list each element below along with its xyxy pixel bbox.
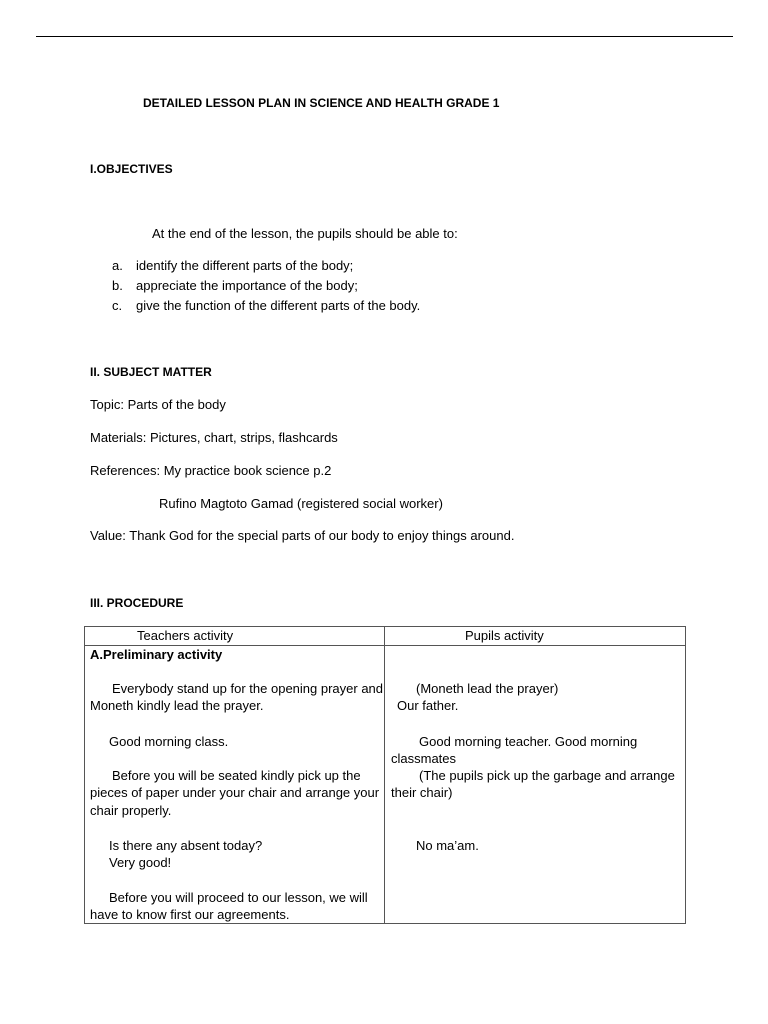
pupil-line: classmates	[391, 751, 457, 766]
teacher-line: Is there any absent today?	[109, 838, 263, 853]
document-title: DETAILED LESSON PLAN IN SCIENCE AND HEALTH GRADE 1	[143, 96, 500, 110]
top-rule	[36, 36, 733, 37]
table-row	[85, 646, 686, 924]
pupil-line: No ma’am.	[416, 838, 479, 853]
procedure-table	[84, 626, 686, 924]
pupils-column-header: Pupils activity	[385, 627, 686, 646]
teacher-line: Everybody stand up for the opening prayer and	[112, 681, 384, 696]
teacher-line: chair properly.	[90, 803, 172, 818]
objectives-list	[112, 258, 420, 318]
references-line: References: My practice book science p.2	[90, 463, 332, 478]
pupil-line: (Moneth lead the prayer)	[416, 681, 559, 696]
value-line: Value: Thank God for the special parts of our body to enjoy things around.	[90, 528, 515, 543]
procedure-heading: III. PROCEDURE	[90, 596, 184, 610]
teacher-activity-cell	[85, 646, 385, 924]
pupil-line: Good morning teacher. Good morning	[419, 734, 638, 749]
pupil-line: Our father.	[397, 698, 459, 713]
section-heading: A.Preliminary activity	[90, 647, 223, 662]
list-marker: a.	[112, 258, 123, 273]
list-marker: c.	[112, 298, 123, 313]
list-item	[112, 258, 420, 278]
table-header-row	[85, 627, 686, 646]
objectives-heading: I.OBJECTIVES	[90, 162, 173, 176]
list-item	[112, 298, 420, 318]
teacher-line: Very good!	[109, 855, 172, 870]
list-item	[112, 278, 420, 298]
teacher-line: Before you will proceed to our lesson, we will	[109, 890, 368, 905]
list-text: identify the different parts of the body;	[136, 258, 354, 273]
teacher-column-header: Teachers activity	[85, 627, 385, 646]
list-text: appreciate the importance of the body;	[136, 278, 358, 293]
topic-line: Topic: Parts of the body	[90, 397, 226, 412]
teacher-line: Before you will be seated kindly pick up the	[112, 768, 361, 783]
teacher-line: have to know first our agreements.	[90, 907, 290, 922]
teacher-line: pieces of paper under your chair and arrange your	[90, 785, 380, 800]
pupil-line: their chair)	[391, 785, 453, 800]
teacher-line: Good morning class.	[109, 734, 229, 749]
materials-line: Materials: Pictures, chart, strips, flashcards	[90, 430, 338, 445]
pupil-line: (The pupils pick up the garbage and arrange	[419, 768, 675, 783]
objectives-intro: At the end of the lesson, the pupils should be able to:	[152, 226, 458, 241]
list-marker: b.	[112, 278, 123, 293]
pupils-activity-cell	[385, 646, 686, 924]
subject-matter-heading: II. SUBJECT MATTER	[90, 365, 212, 379]
references-line-2: Rufino Magtoto Gamad (registered social worker)	[159, 496, 443, 511]
list-text: give the function of the different parts of the body.	[136, 298, 421, 313]
teacher-line: Moneth kindly lead the prayer.	[90, 698, 264, 713]
